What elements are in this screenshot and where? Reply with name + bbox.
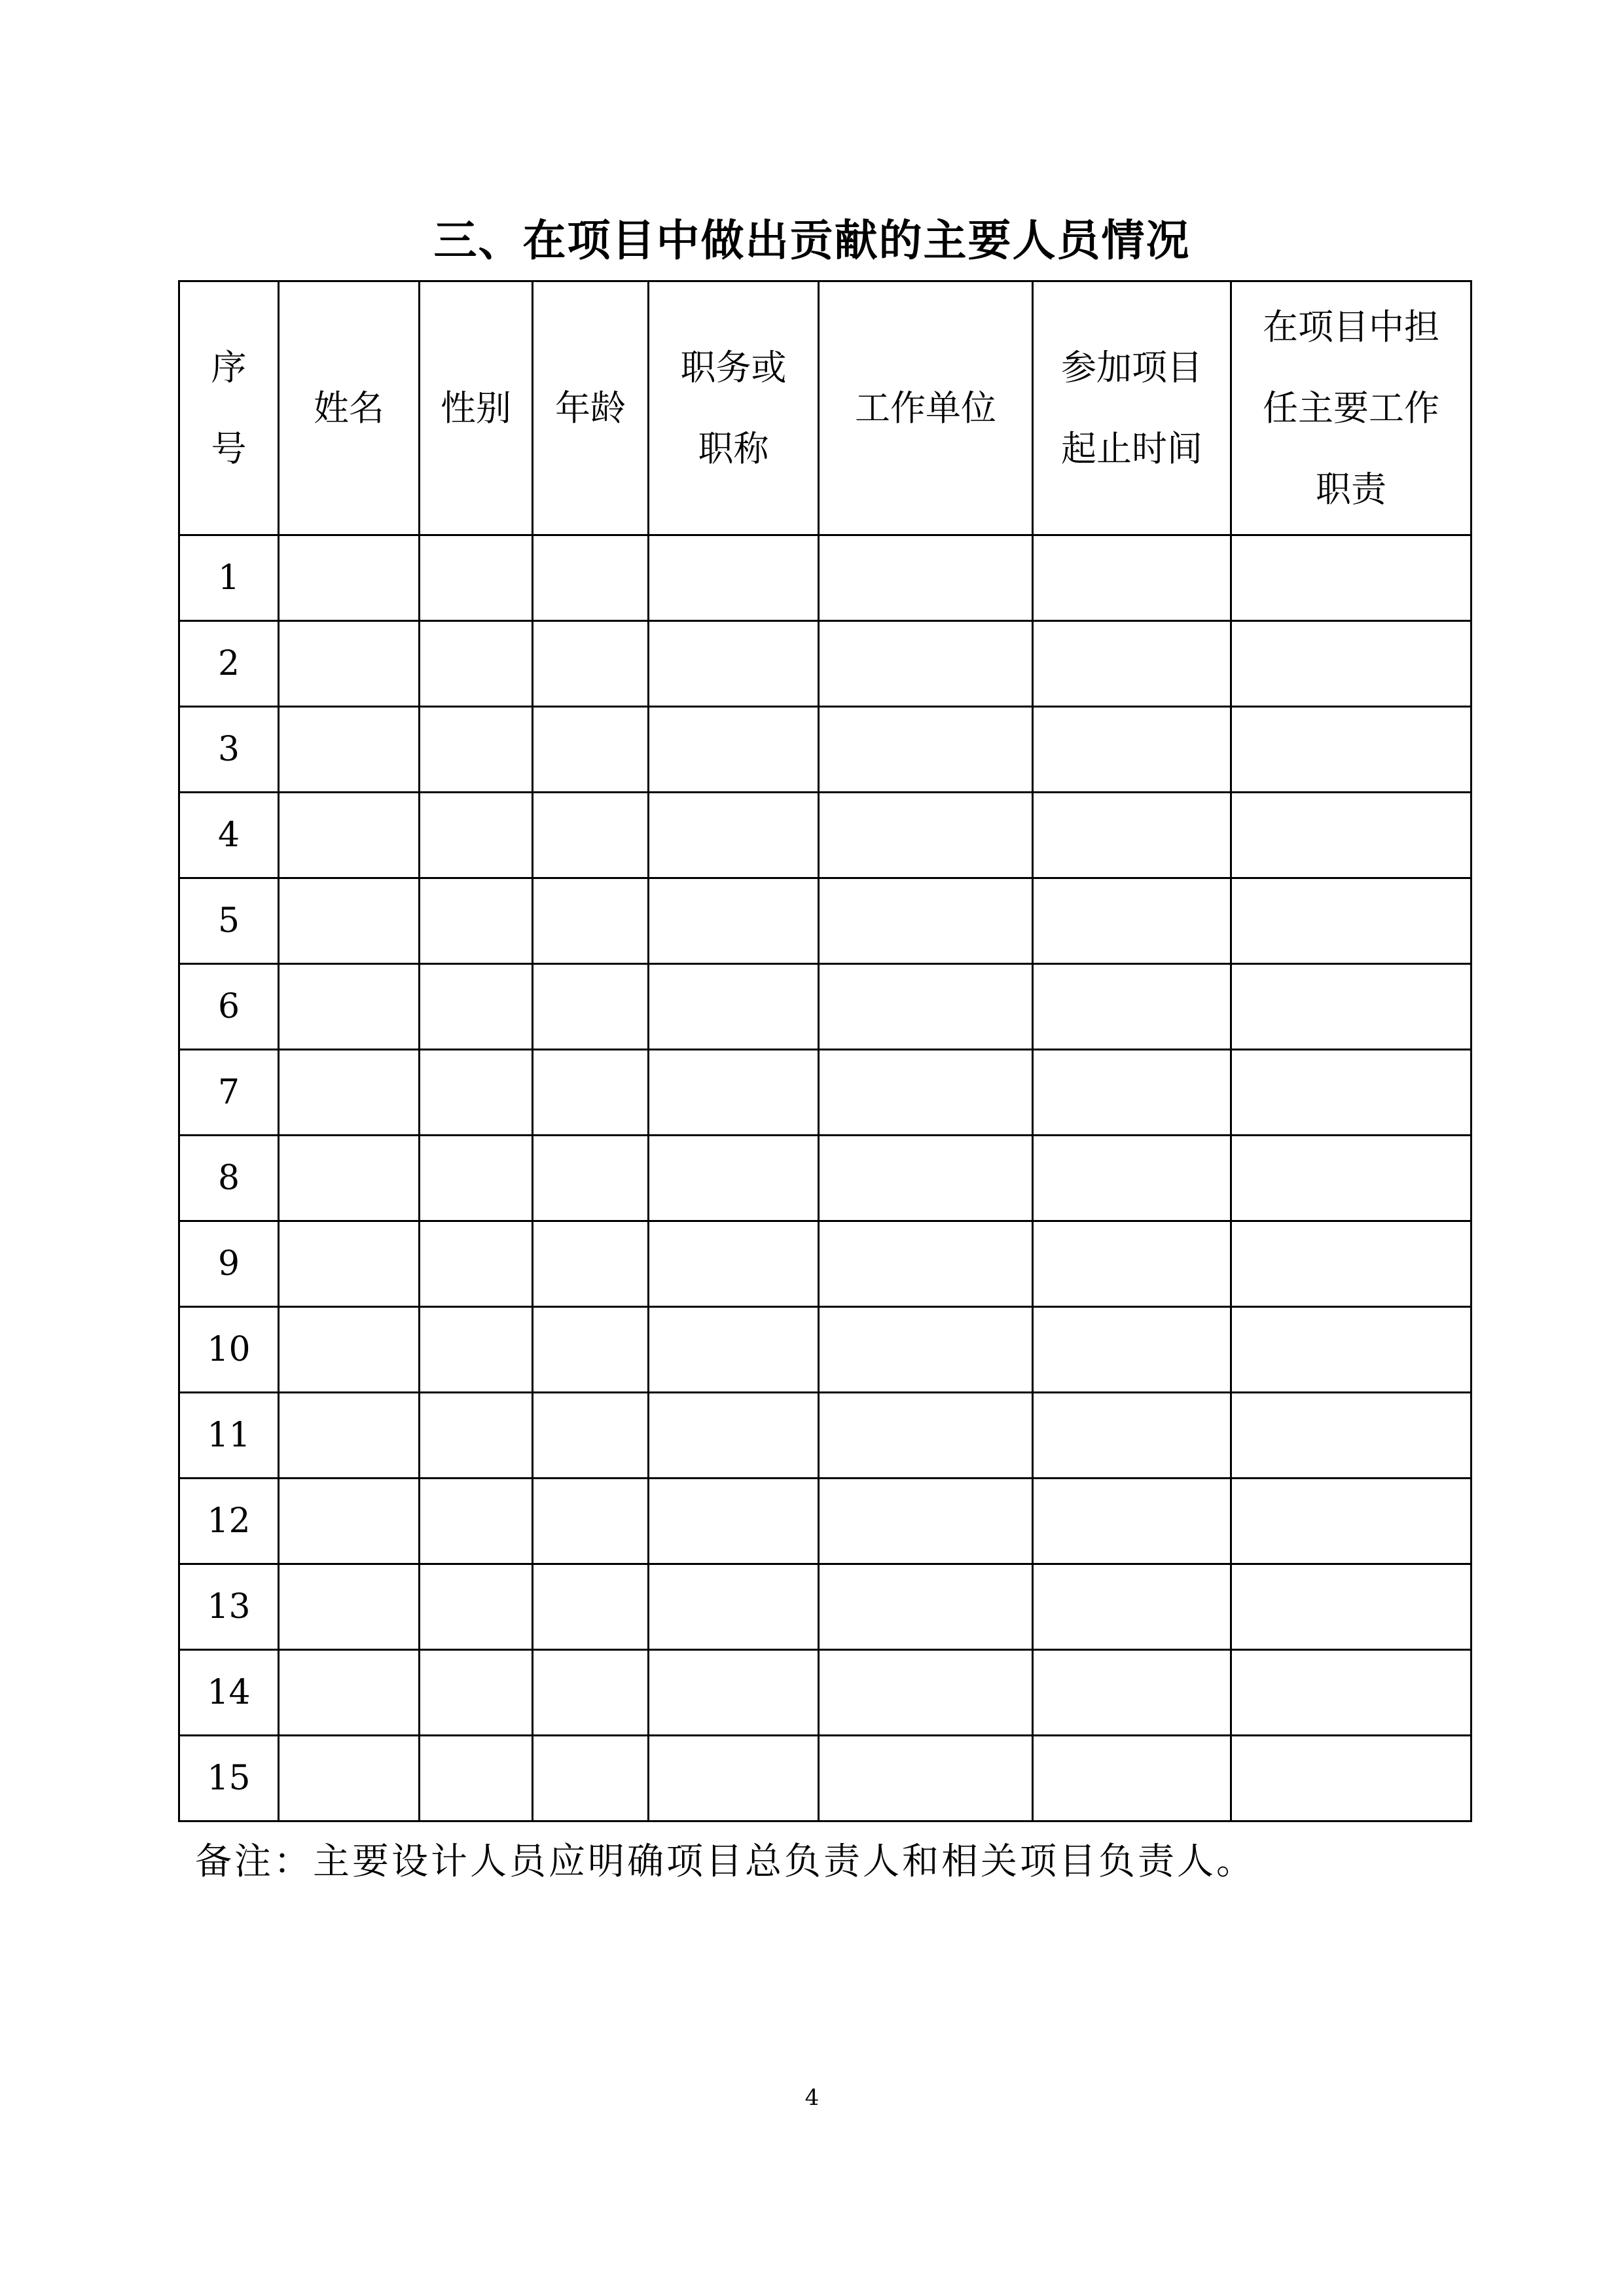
empty-cell[interactable] [533,1736,649,1821]
table-row [179,1307,1471,1393]
empty-cell[interactable] [1033,793,1231,878]
header-gender: 性别 [420,281,533,535]
empty-cell[interactable] [1033,707,1231,793]
row-seq-number: 10 [179,1307,279,1393]
empty-cell[interactable] [1033,878,1231,964]
page-number: 4 [804,2085,820,2111]
empty-cell[interactable] [1231,1050,1471,1136]
empty-cell[interactable] [279,1221,420,1307]
row-seq-number: 6 [179,964,279,1050]
empty-cell[interactable] [279,878,420,964]
empty-cell[interactable] [1033,1221,1231,1307]
table-row [179,621,1471,707]
empty-cell[interactable] [819,1221,1033,1307]
empty-cell[interactable] [420,878,533,964]
empty-cell[interactable] [649,1221,819,1307]
table-header-row [179,281,1471,535]
empty-cell[interactable] [819,1050,1033,1136]
empty-cell[interactable] [649,793,819,878]
table-row [179,1050,1471,1136]
row-seq-number: 8 [179,1136,279,1221]
header-seq: 序 号 [179,281,279,535]
table-row [179,707,1471,793]
empty-cell[interactable] [819,793,1033,878]
header-main-duties: 在项目中担 任主要工作 职责 [1231,281,1471,535]
empty-cell[interactable] [420,535,533,621]
row-seq-number: 15 [179,1736,279,1821]
row-seq-number: 13 [179,1564,279,1650]
empty-cell[interactable] [279,1479,420,1564]
header-age: 年龄 [533,281,649,535]
empty-cell[interactable] [420,1050,533,1136]
empty-cell[interactable] [279,964,420,1050]
table-row [179,964,1471,1050]
header-work-unit: 工作单位 [819,281,1033,535]
row-seq-number: 1 [179,535,279,621]
empty-cell[interactable] [649,1050,819,1136]
empty-cell[interactable] [819,964,1033,1050]
empty-cell[interactable] [649,1650,819,1736]
empty-cell[interactable] [420,1564,533,1650]
empty-cell[interactable] [279,1564,420,1650]
empty-cell[interactable] [1033,1736,1231,1821]
empty-cell[interactable] [1033,1307,1231,1393]
footnote: 备注：主要设计人员应明确项目总负责人和相关项目负责人。 [195,1840,1255,1883]
empty-cell[interactable] [420,793,533,878]
empty-cell[interactable] [279,1393,420,1479]
empty-cell[interactable] [533,964,649,1050]
empty-cell[interactable] [649,1393,819,1479]
empty-cell[interactable] [649,1307,819,1393]
empty-cell[interactable] [649,621,819,707]
empty-cell[interactable] [819,1307,1033,1393]
empty-cell[interactable] [279,793,420,878]
empty-cell[interactable] [649,1736,819,1821]
empty-cell[interactable] [533,1650,649,1736]
row-seq-number: 12 [179,1479,279,1564]
empty-cell[interactable] [1231,707,1471,793]
table-row [179,1479,1471,1564]
staff-table [178,280,1472,1822]
empty-cell[interactable] [649,1479,819,1564]
empty-cell[interactable] [1231,964,1471,1050]
empty-cell[interactable] [1231,1221,1471,1307]
empty-cell[interactable] [279,1050,420,1136]
page-title: 三、在项目中做出贡献的主要人员情况 [433,215,1191,266]
table-row [179,878,1471,964]
empty-cell[interactable] [819,1479,1033,1564]
empty-cell[interactable] [420,1650,533,1736]
empty-cell[interactable] [819,1650,1033,1736]
empty-cell[interactable] [1033,1479,1231,1564]
row-seq-number: 3 [179,707,279,793]
row-seq-number: 7 [179,1050,279,1136]
empty-cell[interactable] [819,1564,1033,1650]
row-seq-number: 14 [179,1650,279,1736]
empty-cell[interactable] [1231,878,1471,964]
table-row [179,1736,1471,1821]
empty-cell[interactable] [533,1136,649,1221]
empty-cell[interactable] [533,1479,649,1564]
empty-cell[interactable] [1033,535,1231,621]
empty-cell[interactable] [420,1393,533,1479]
empty-cell[interactable] [1033,1136,1231,1221]
table-row [179,1564,1471,1650]
empty-cell[interactable] [819,1136,1033,1221]
table-row [179,1650,1471,1736]
empty-cell[interactable] [1033,1650,1231,1736]
table-row [179,535,1471,621]
empty-cell[interactable] [420,1307,533,1393]
header-position: 职务或 职称 [649,281,819,535]
empty-cell[interactable] [533,793,649,878]
empty-cell[interactable] [279,1650,420,1736]
empty-cell[interactable] [533,707,649,793]
table-row [179,793,1471,878]
empty-cell[interactable] [819,535,1033,621]
empty-cell[interactable] [649,964,819,1050]
empty-cell[interactable] [1033,964,1231,1050]
empty-cell[interactable] [649,1136,819,1221]
empty-cell[interactable] [279,535,420,621]
empty-cell[interactable] [533,535,649,621]
empty-cell[interactable] [1231,1393,1471,1479]
row-seq-number: 2 [179,621,279,707]
empty-cell[interactable] [420,621,533,707]
table-row [179,1393,1471,1479]
empty-cell[interactable] [420,1736,533,1821]
empty-cell[interactable] [649,878,819,964]
empty-cell[interactable] [1231,1650,1471,1736]
empty-cell[interactable] [1231,1136,1471,1221]
empty-cell[interactable] [420,1479,533,1564]
empty-cell[interactable] [649,707,819,793]
empty-cell[interactable] [279,621,420,707]
empty-cell[interactable] [1231,1564,1471,1650]
empty-cell[interactable] [1231,1736,1471,1821]
empty-cell[interactable] [819,1393,1033,1479]
empty-cell[interactable] [533,878,649,964]
empty-cell[interactable] [1033,1564,1231,1650]
empty-cell[interactable] [1231,535,1471,621]
row-seq-number: 9 [179,1221,279,1307]
empty-cell[interactable] [279,1736,420,1821]
empty-cell[interactable] [819,707,1033,793]
empty-cell[interactable] [533,1050,649,1136]
row-seq-number: 4 [179,793,279,878]
empty-cell[interactable] [1231,793,1471,878]
table-body [179,535,1471,1821]
empty-cell[interactable] [1033,621,1231,707]
empty-cell[interactable] [1033,1393,1231,1479]
empty-cell[interactable] [819,1736,1033,1821]
header-participation-period: 参加项目 起止时间 [1033,281,1231,535]
empty-cell[interactable] [420,964,533,1050]
empty-cell[interactable] [420,707,533,793]
empty-cell[interactable] [533,1564,649,1650]
empty-cell[interactable] [533,1393,649,1479]
table-row [179,1136,1471,1221]
empty-cell[interactable] [1231,1307,1471,1393]
empty-cell[interactable] [533,1307,649,1393]
empty-cell[interactable] [1231,1479,1471,1564]
empty-cell[interactable] [1231,621,1471,707]
empty-cell[interactable] [819,621,1033,707]
empty-cell[interactable] [649,1564,819,1650]
empty-cell[interactable] [279,707,420,793]
empty-cell[interactable] [649,535,819,621]
row-seq-number: 5 [179,878,279,964]
empty-cell[interactable] [819,878,1033,964]
empty-cell[interactable] [279,1307,420,1393]
empty-cell[interactable] [533,621,649,707]
empty-cell[interactable] [1033,1050,1231,1136]
empty-cell[interactable] [279,1136,420,1221]
empty-cell[interactable] [533,1221,649,1307]
header-name: 姓名 [279,281,420,535]
row-seq-number: 11 [179,1393,279,1479]
table-row [179,1221,1471,1307]
empty-cell[interactable] [420,1221,533,1307]
empty-cell[interactable] [420,1136,533,1221]
